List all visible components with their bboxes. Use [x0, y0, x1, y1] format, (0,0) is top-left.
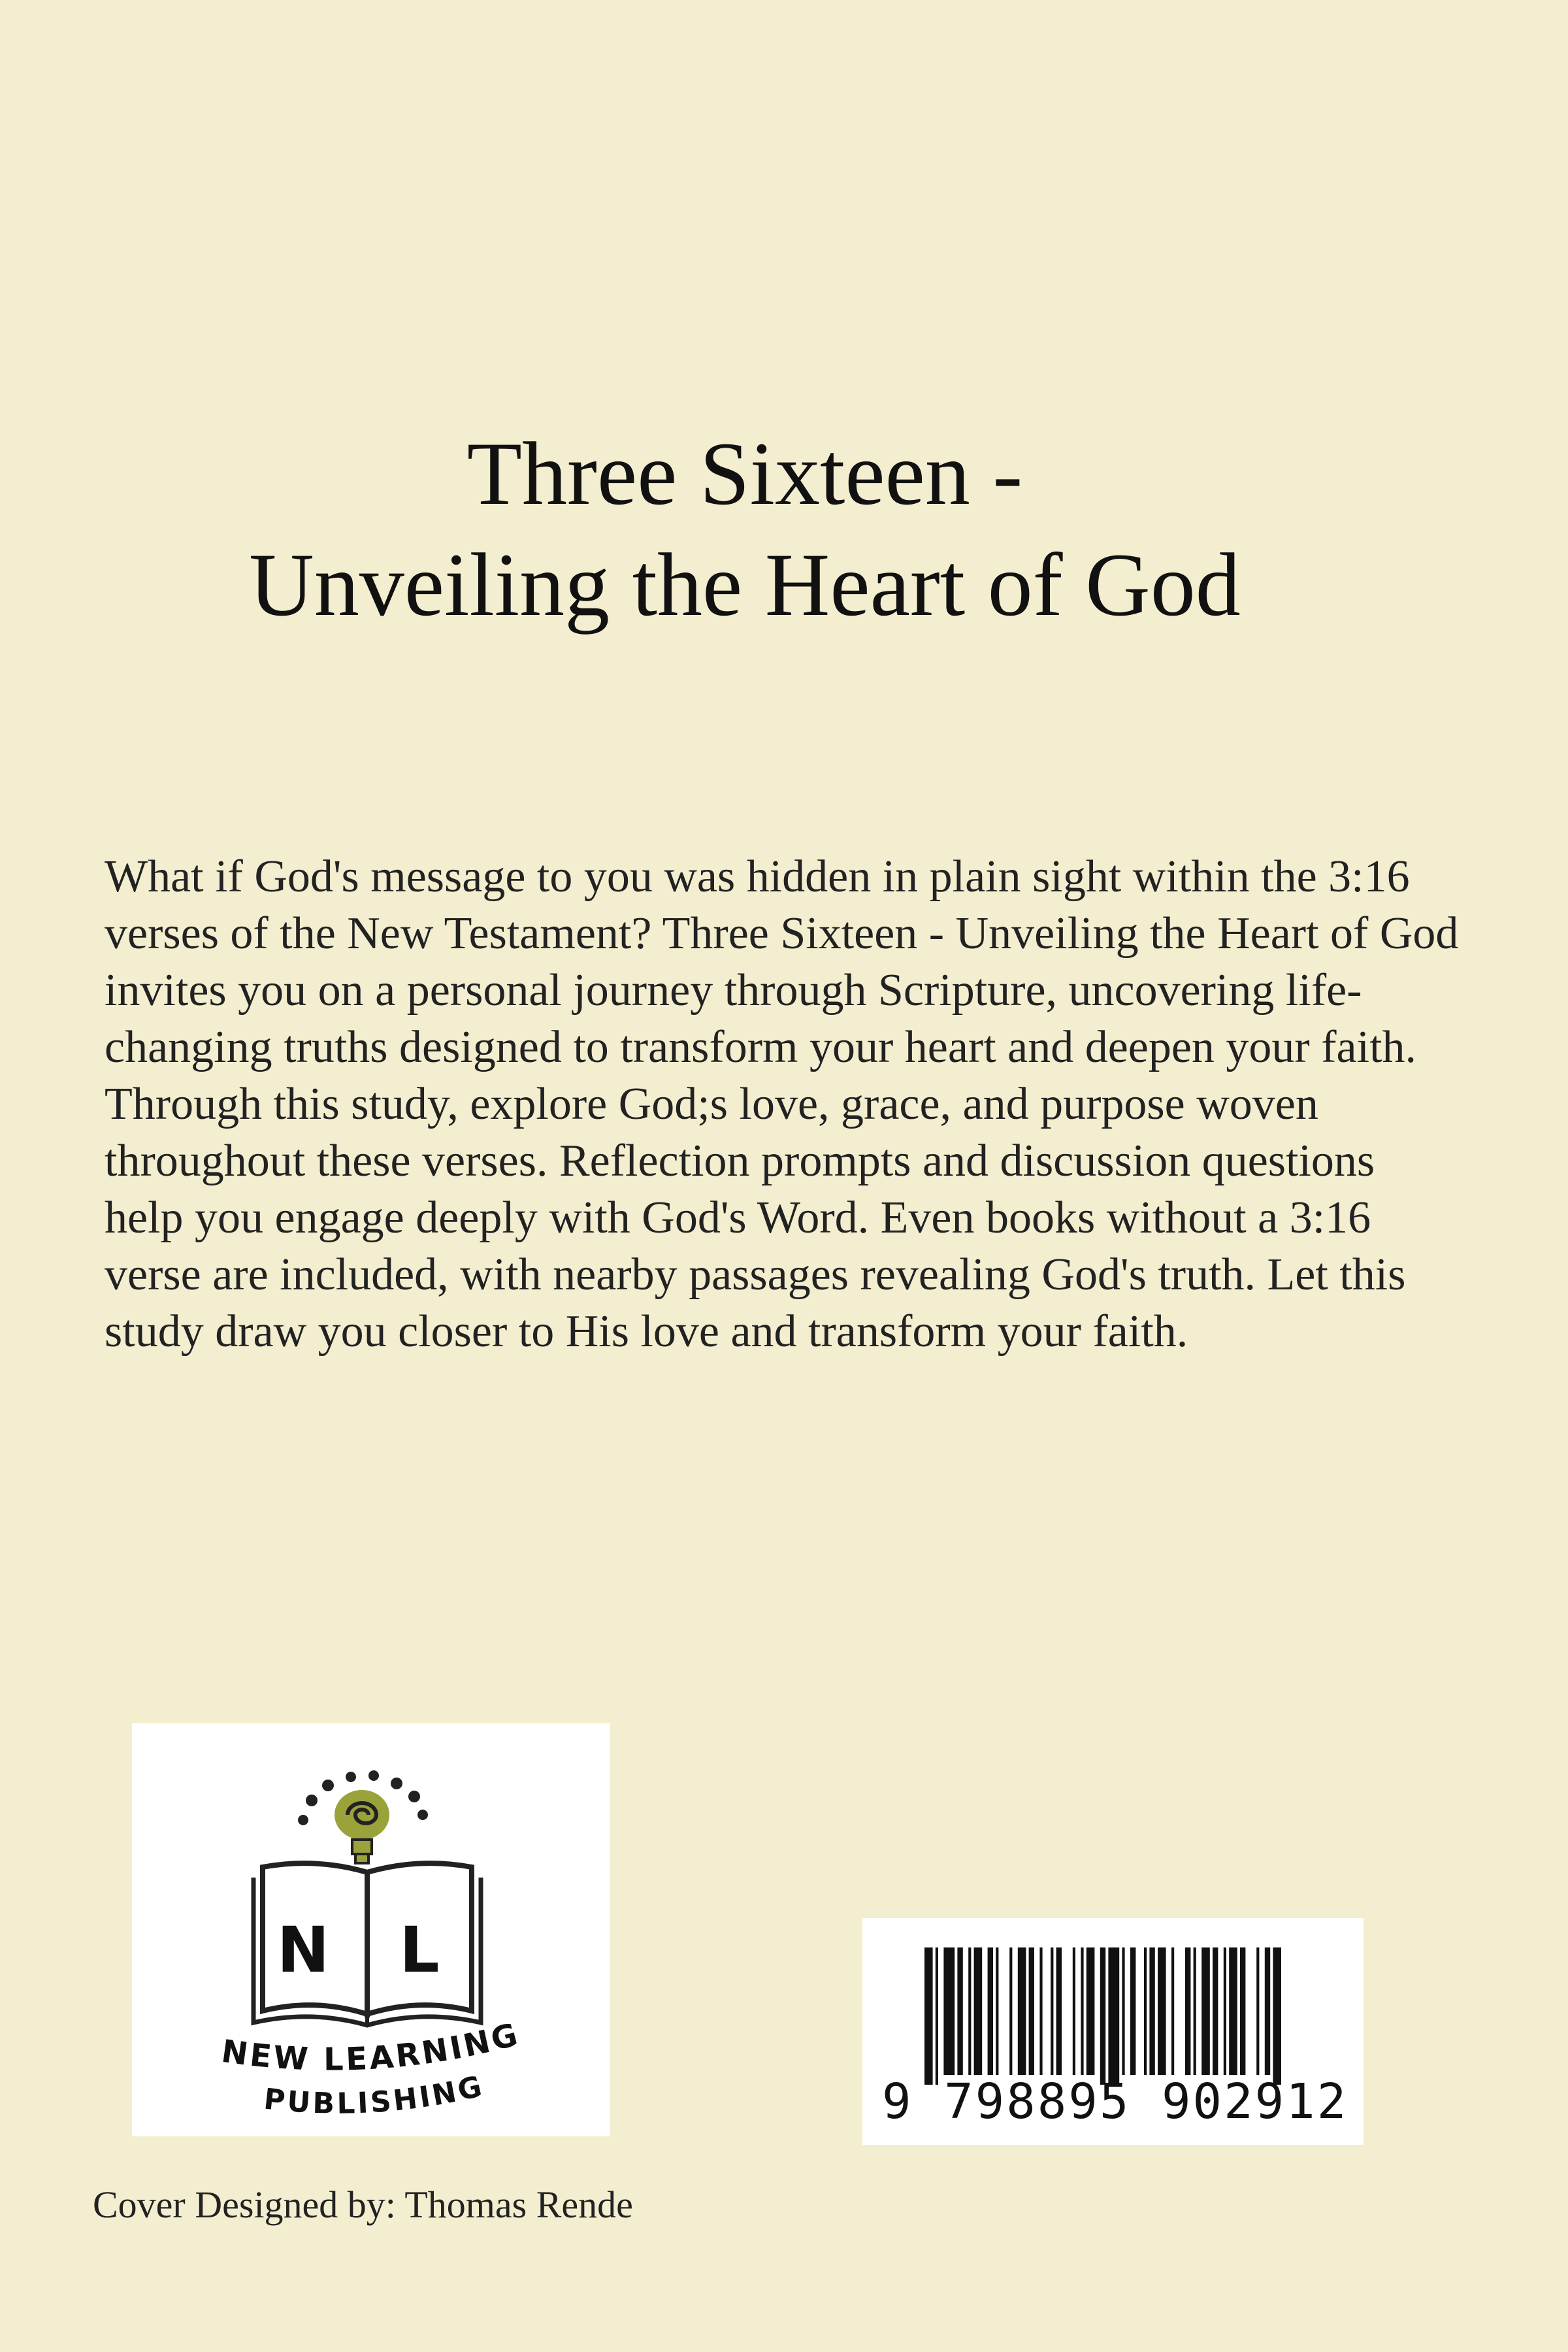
- barcode-bar: [1265, 1947, 1270, 2075]
- barcode-bar: [1056, 1947, 1062, 2075]
- barcode-bar: [1009, 1947, 1012, 2075]
- isbn-barcode: [862, 1918, 1364, 2145]
- book-title: [0, 418, 1568, 640]
- logo-name-line-1: NEW LEARNING: [219, 2015, 524, 2078]
- logo-name-line-2: PUBLISHING: [262, 2069, 488, 2121]
- barcode-bar: [1100, 1947, 1105, 2085]
- barcode-bar: [1194, 1947, 1196, 2075]
- barcode-bar: [936, 1947, 938, 2085]
- barcode-bar: [1229, 1947, 1237, 2075]
- barcode-bar: [968, 1947, 971, 2075]
- lightbulb-book-icon: [132, 1723, 610, 2136]
- cover-credit: Cover Designed by: Thomas Rende: [93, 2183, 633, 2226]
- barcode-bar: [1086, 1947, 1095, 2075]
- book-description: What if God's message to you was hidden in plain sight within the 3:16 verses of the New Testament? Three Sixteen - Unveiling the Heart of God invites you on a personal journey through Scripture, uncovering life-changing truths designed to transform your heart and deepen your faith. Through this study, explore God;s love, grace, and purpose woven throughout these verses. Reflection prompts and discussion questions help you engage deeply with God's Word. Even books without a 3:16 verse are included, with nearby passages revealing God's truth. Let this study draw you closer to His love and transform your faith.: [105, 852, 1459, 1357]
- barcode-bar: [1256, 1947, 1259, 2075]
- barcode-bar: [1130, 1947, 1135, 2075]
- barcode-bar: [1051, 1947, 1053, 2075]
- logo-initial-n: N: [276, 1913, 330, 1987]
- barcode-bar: [1039, 1947, 1042, 2075]
- barcode-bar: [1081, 1947, 1083, 2075]
- barcode-bar: [996, 1947, 998, 2075]
- barcode-bar: [957, 1947, 962, 2075]
- barcode-bar: [1213, 1947, 1218, 2075]
- barcode-bar: [1149, 1947, 1154, 2075]
- barcode-bar: [1073, 1947, 1075, 2075]
- barcode-digits: 9 798895 902912: [882, 2074, 1348, 2130]
- barcode-bar: [1224, 1947, 1226, 2075]
- barcode-bar: [1171, 1947, 1174, 2075]
- barcode-bar: [924, 1947, 933, 2085]
- barcode-bar: [1029, 1947, 1034, 2075]
- barcode-bar: [1018, 1947, 1026, 2075]
- barcode-bar: [1273, 1947, 1281, 2085]
- barcode-bar: [1240, 1947, 1245, 2075]
- barcode-bar: [1122, 1947, 1124, 2075]
- barcode-bar: [974, 1947, 983, 2075]
- barcode-bar: [1144, 1947, 1147, 2075]
- logo-initial-l: L: [399, 1913, 440, 1987]
- barcode-bar: [988, 1947, 993, 2075]
- publisher-logo: [132, 1723, 610, 2136]
- title-line-2: Unveiling the Heart of God: [249, 535, 1241, 635]
- barcode-bar: [1108, 1947, 1119, 2085]
- barcode-bar: [1185, 1947, 1190, 2075]
- title-line-1: Three Sixteen -: [466, 423, 1023, 523]
- barcode-bar: [1201, 1947, 1210, 2075]
- barcode-bar: [943, 1947, 955, 2075]
- barcode-bar: [1158, 1947, 1166, 2075]
